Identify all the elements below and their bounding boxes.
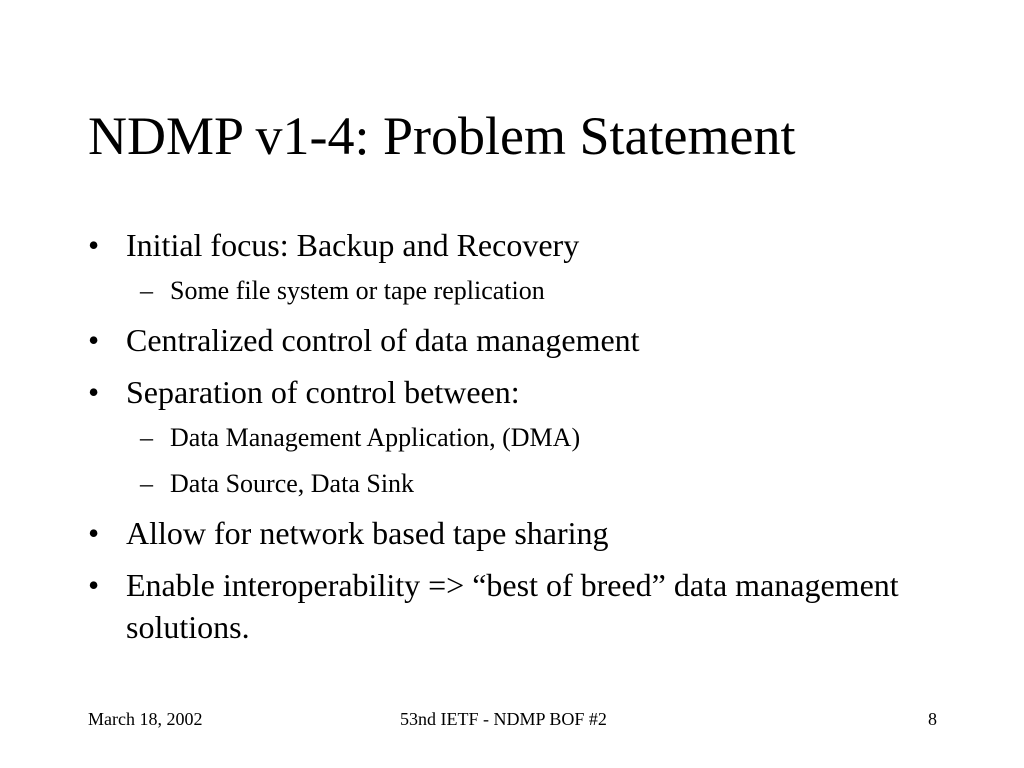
bullet-text: Initial focus: Backup and Recovery xyxy=(126,227,580,263)
bullet-text: Enable interoperability => “best of breed” data management solutions. xyxy=(126,567,899,645)
bullet-item xyxy=(88,319,948,361)
bullet-list xyxy=(88,224,948,648)
footer-event: 53nd IETF - NDMP BOF #2 xyxy=(400,709,607,729)
sub-bullet-item xyxy=(88,273,948,309)
bullet-marker: • xyxy=(88,322,100,358)
sub-bullet-item xyxy=(88,466,948,502)
bullet-item xyxy=(88,224,948,266)
bullet-item xyxy=(88,371,948,413)
bullet-item xyxy=(88,512,948,554)
bullet-item xyxy=(88,564,948,648)
bullet-marker: • xyxy=(88,567,100,603)
bullet-text: Separation of control between: xyxy=(126,374,520,410)
bullet-marker: • xyxy=(88,515,100,551)
bullet-marker: • xyxy=(88,227,100,263)
dash-marker: – xyxy=(140,423,153,452)
sub-bullet-text: Some file system or tape replication xyxy=(170,276,545,305)
footer-date: March 18, 2002 xyxy=(88,709,203,729)
page-number: 8 xyxy=(928,709,937,729)
sub-bullet-text: Data Management Application, (DMA) xyxy=(170,423,581,452)
bullet-marker: • xyxy=(88,374,100,410)
bullet-text: Allow for network based tape sharing xyxy=(126,515,609,551)
bullet-text: Centralized control of data management xyxy=(126,322,640,358)
sub-bullet-text: Data Source, Data Sink xyxy=(170,469,415,498)
dash-marker: – xyxy=(140,469,153,498)
slide-title: NDMP v1-4: Problem Statement xyxy=(88,106,796,166)
sub-bullet-item xyxy=(88,420,948,456)
dash-marker: – xyxy=(140,276,153,305)
